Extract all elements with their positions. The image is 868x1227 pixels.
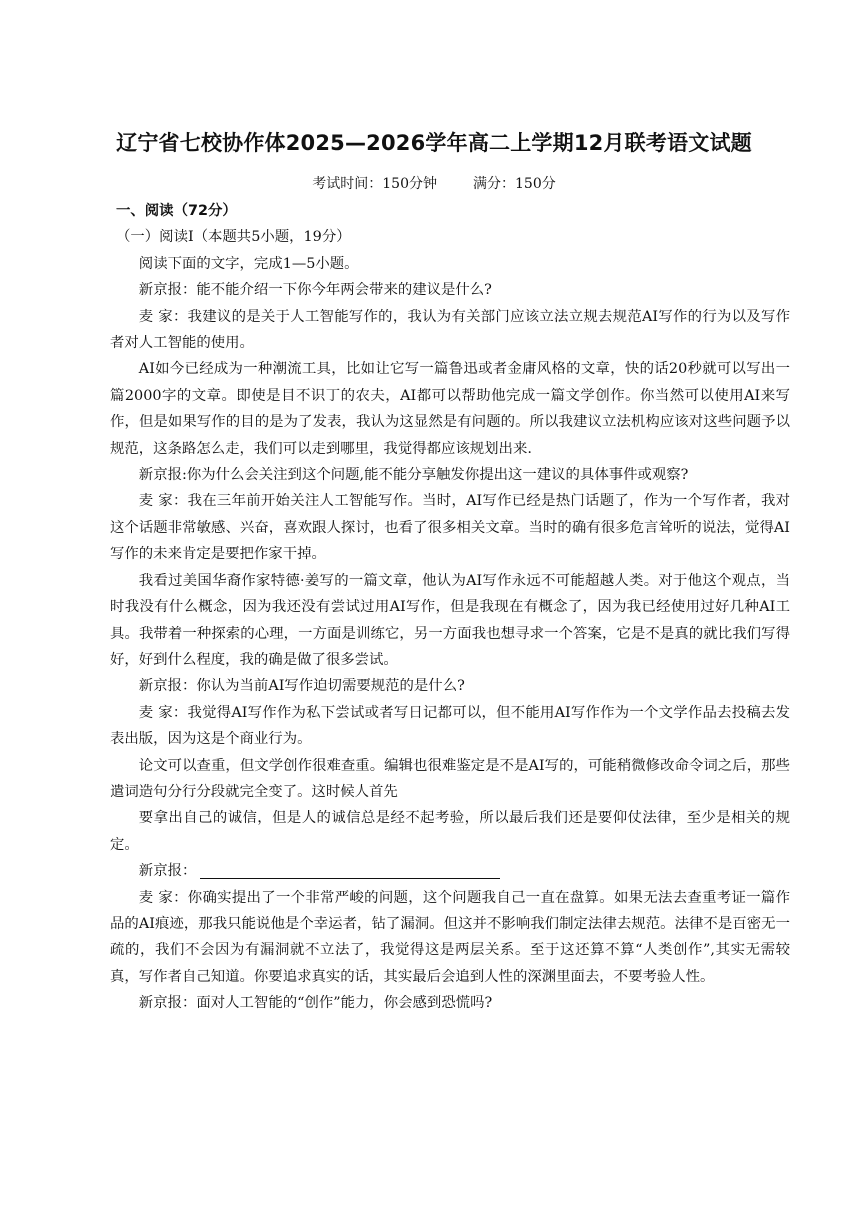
paragraph: 麦 家：我觉得AI写作作为私下尝试或者写日记都可以，但不能用AI写作作为一个文学作品去投稿去发表出版，因为这是个商业行为。 bbox=[110, 704, 790, 748]
section-subheading: （一）阅读Ⅰ（本题共5小题，19分） bbox=[116, 229, 351, 246]
instruction: 阅读下面的文字，完成1—5小题。 bbox=[138, 255, 359, 272]
page-title: 辽宁省七校协作体2025—2026学年高二上学期12月联考语文试题 bbox=[116, 131, 752, 155]
paragraph: 新京报：能不能介绍一下你今年两会带来的建议是什么? bbox=[138, 282, 492, 299]
paragraph: AI如今已经成为一种潮流工具，比如让它写一篇鲁迅或者金庸风格的文章，快的话20秒就可以写出一篇2000字的文章。即使是目不识丁的农夫，AI都可以帮助他完成一篇文学创作。你当然可以使用AI来写作，但是如果写作的目的是为了发表，我认为这显然是有问题的。所以我建议立法机构应该对这些问题予以规范，这条路怎么走，我们可以走到哪里，我觉得都应该规划出来. bbox=[110, 361, 790, 457]
exam-info bbox=[0, 173, 868, 195]
exam-body bbox=[110, 198, 790, 1017]
question-blank-line bbox=[110, 858, 790, 884]
full-score: 满分：150分 bbox=[473, 176, 556, 192]
paragraph: 新京报：面对人工智能的“创作”能力，你会感到恐慌吗? bbox=[138, 995, 493, 1012]
paragraph: 论文可以查重，但文学创作很难查重。编辑也很难鉴定是不是AI写的，可能稍微修改命令词之后，那些遣词造句分行分段就完全变了。这时候人首先 bbox=[110, 757, 790, 800]
answer-blank bbox=[200, 860, 500, 879]
speaker-label: 新京报： bbox=[138, 863, 197, 880]
paragraph: 新京报：你认为当前AI写作迫切需要规范的是什么? bbox=[138, 678, 465, 695]
paragraph: 麦 家：我在三年前开始关注人工智能写作。当时，AI写作已经是热门话题了，作为一个写作者，我对这个话题非常敏感、兴奋，喜欢跟人探讨，也看了很多相关文章。当时的确有很多危言耸听的说法，觉得AI写作的未来肯定是要把作家干掉。 bbox=[110, 493, 790, 563]
section-heading: 一、阅读（72分） bbox=[116, 203, 237, 219]
paragraph: 新京报:你为什么会关注到这个问题,能不能分享触发你提出这一建议的具体事件或观察? bbox=[138, 467, 689, 484]
paragraph: 麦 家：我建议的是关于人工智能写作的，我认为有关部门应该立法立规去规范AI写作的行为以及写作者对人工智能的使用。 bbox=[110, 308, 790, 352]
paragraph: 麦 家：你确实提出了一个非常严峻的问题，这个问题我自己一直在盘算。如果无法去查重考证一篇作品的AI痕迹，那我只能说他是个幸运者，钻了漏洞。但这并不影响我们制定法律去规范。法律不是百密无一疏的，我们不会因为有漏洞就不立法了，我觉得这是两层关系。至于这还算不算“人类创作”,其实无需较真，写作者自己知道。你要追求真实的话，其实最后会追到人性的深渊里面去，不要考验人性。 bbox=[110, 889, 790, 985]
paragraph: 我看过美国华裔作家特德·姜写的一篇文章，他认为AI写作永远不可能超越人类。对于他这个观点，当时我没有什么概念，因为我还没有尝试过用AI写作，但是我现在有概念了，因为我已经使用过好几种AI工具。我带着一种探索的心理，一方面是训练它，另一方面我也想寻求一个答案，它是不是真的就比我们写得好，好到什么程度，我的确是做了很多尝试。 bbox=[110, 572, 790, 668]
exam-time: 考试时间：150分钟 bbox=[312, 176, 437, 192]
paragraph: 要拿出自己的诚信，但是人的诚信总是经不起考验，所以最后我们还是要仰仗法律，至少是相关的规定。 bbox=[110, 810, 790, 853]
